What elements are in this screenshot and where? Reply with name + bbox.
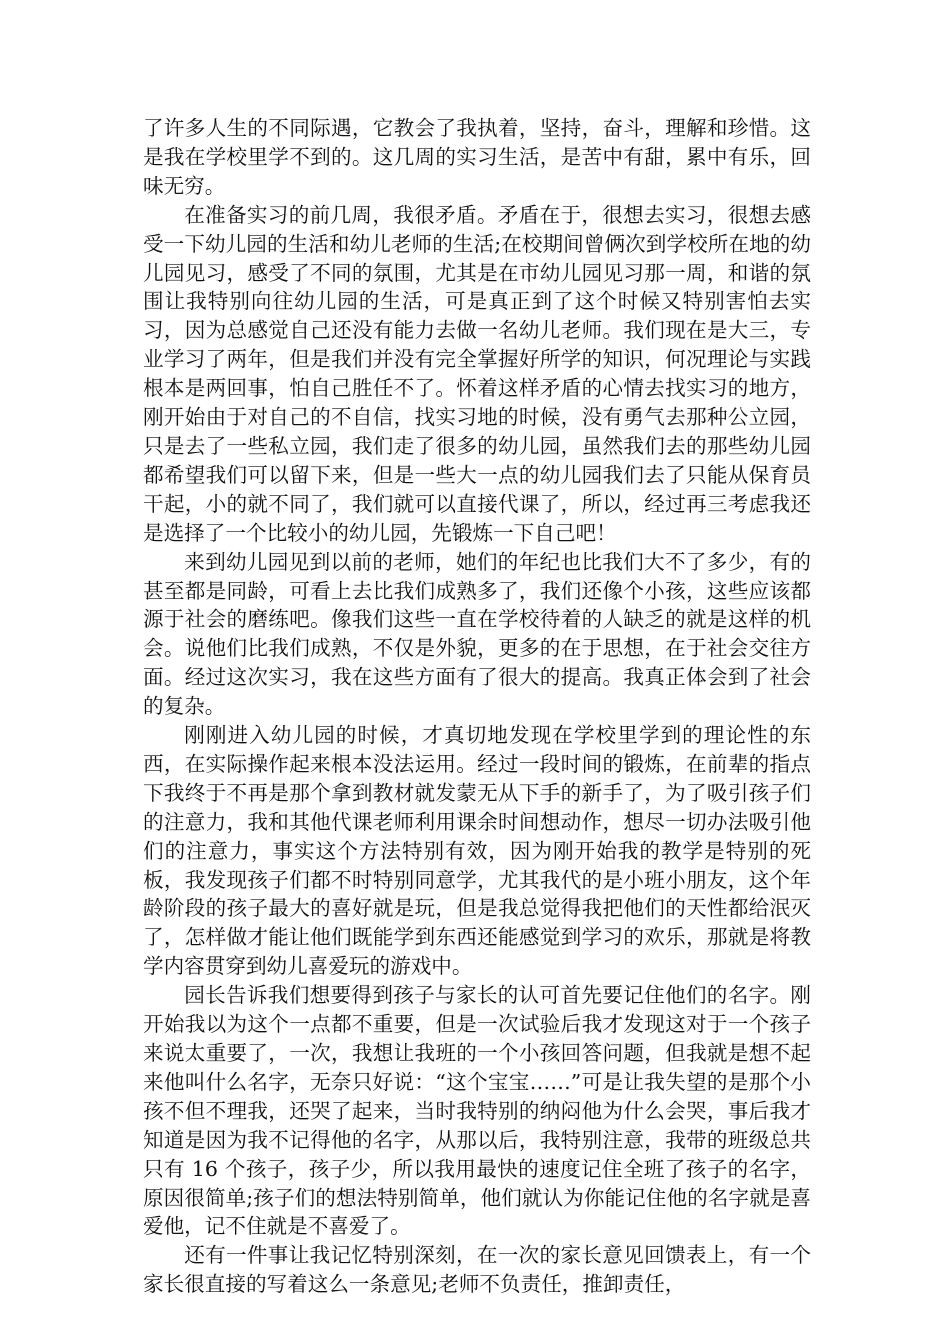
paragraph-2: 在准备实习的前几周，我很矛盾。矛盾在于，很想去实习，很想去感受一下幼儿园的生活和幼儿老师的生活;在校期间曾俩次到学校所在地的幼儿园见习，感受了不同的氛围，尤其是在市幼儿园见习那一周，和谐的氛围让我特别向往幼儿园的生活，可是真正到了这个时候又特别害怕去实习，因为总感觉自己还没有能力去做一名幼儿老师。我们现在是大三，专业学习了两年，但是我们并没有完全掌握好所学的知识，何况理论与实践根本是两回事，怕自己胜任不了。怀着这样矛盾的心情去找实习的地方，刚开始由于对自己的不自信，找实习地的时候，没有勇气去那种公立园，只是去了一些私立园，我们走了很多的幼儿园，虽然我们去的那些幼儿园都希望我们可以留下来，但是一些大一点的幼儿园我们去了只能从保育员干起，小的就不同了，我们就可以直接代课了，所以，经过再三考虑我还是选择了一个比较小的幼儿园，先锻炼一下自己吧！ <box>143 202 811 545</box>
paragraph-1: 了许多人生的不同际遇，它教会了我执着，坚持，奋斗，理解和珍惜。这是我在学校里学不到的。这几周的实习生活，是苦中有甜，累中有乐，回味无穷。 <box>143 116 811 198</box>
paragraph-5: 园长告诉我们想要得到孩子与家长的认可首先要记住他们的名字。刚开始我以为这个一点都不重要，但是一次试验后我才发现这对于一个孩子来说太重要了，一次，我想让我班的一个小孩回答问题，但我就是想不起来他叫什么名字，无奈只好说：“这个宝宝……”可是让我失望的是那个小孩不但不理我，还哭了起来，当时我特别的纳闷他为什么会哭，事后我才知道是因为我不记得他的名字，从那以后，我特别注意，我带的班级总共只有 16 个孩子，孩子少，所以我用最快的速度记住全班了孩子的名字，原因很简单;孩子们的想法特别简单，他们就认为你能记住他的名字就是喜爱他，记不住就是不喜爱了。 <box>143 983 811 1239</box>
document-body <box>143 114 811 1299</box>
paragraph-6: 还有一件事让我记忆特别深刻，在一次的家长意见回馈表上，有一个家长很直接的写着这么一条意见;老师不负责任，推卸责任， <box>143 1243 811 1297</box>
paragraph-3: 来到幼儿园见到以前的老师，她们的年纪也比我们大不了多少，有的甚至都是同龄，可看上去比我们成熟多了，我们还像个小孩，这些应该都源于社会的磨练吧。像我们这些一直在学校待着的人缺乏的就是这样的机会。说他们比我们成熟，不仅是外貌，更多的在于思想，在于社会交往方面。经过这次实习，我在这些方面有了很大的提高。我真正体会到了社会的复杂。 <box>143 549 811 719</box>
paragraph-4: 刚刚进入幼儿园的时候，才真切地发现在学校里学到的理论性的东西，在实际操作起来根本没法运用。经过一段时间的锻炼，在前辈的指点下我终于不再是那个拿到教材就发蒙无从下手的新手了，为了吸引孩子们的注意力，我和其他代课老师利用课余时间想动作，想尽一切办法吸引他们的注意力，事实这个方法特别有效，因为刚开始我的教学是特别的死板，我发现孩子们都不时特别同意学，尤其我代的是小班小朋友，这个年龄阶段的孩子最大的喜好就是玩，但是我总觉得我把他们的天性都给泯灭了，怎样做才能让他们既能学到东西还能感觉到学习的欢乐，那就是将教学内容贯穿到幼儿喜爱玩的游戏中。 <box>143 723 811 979</box>
